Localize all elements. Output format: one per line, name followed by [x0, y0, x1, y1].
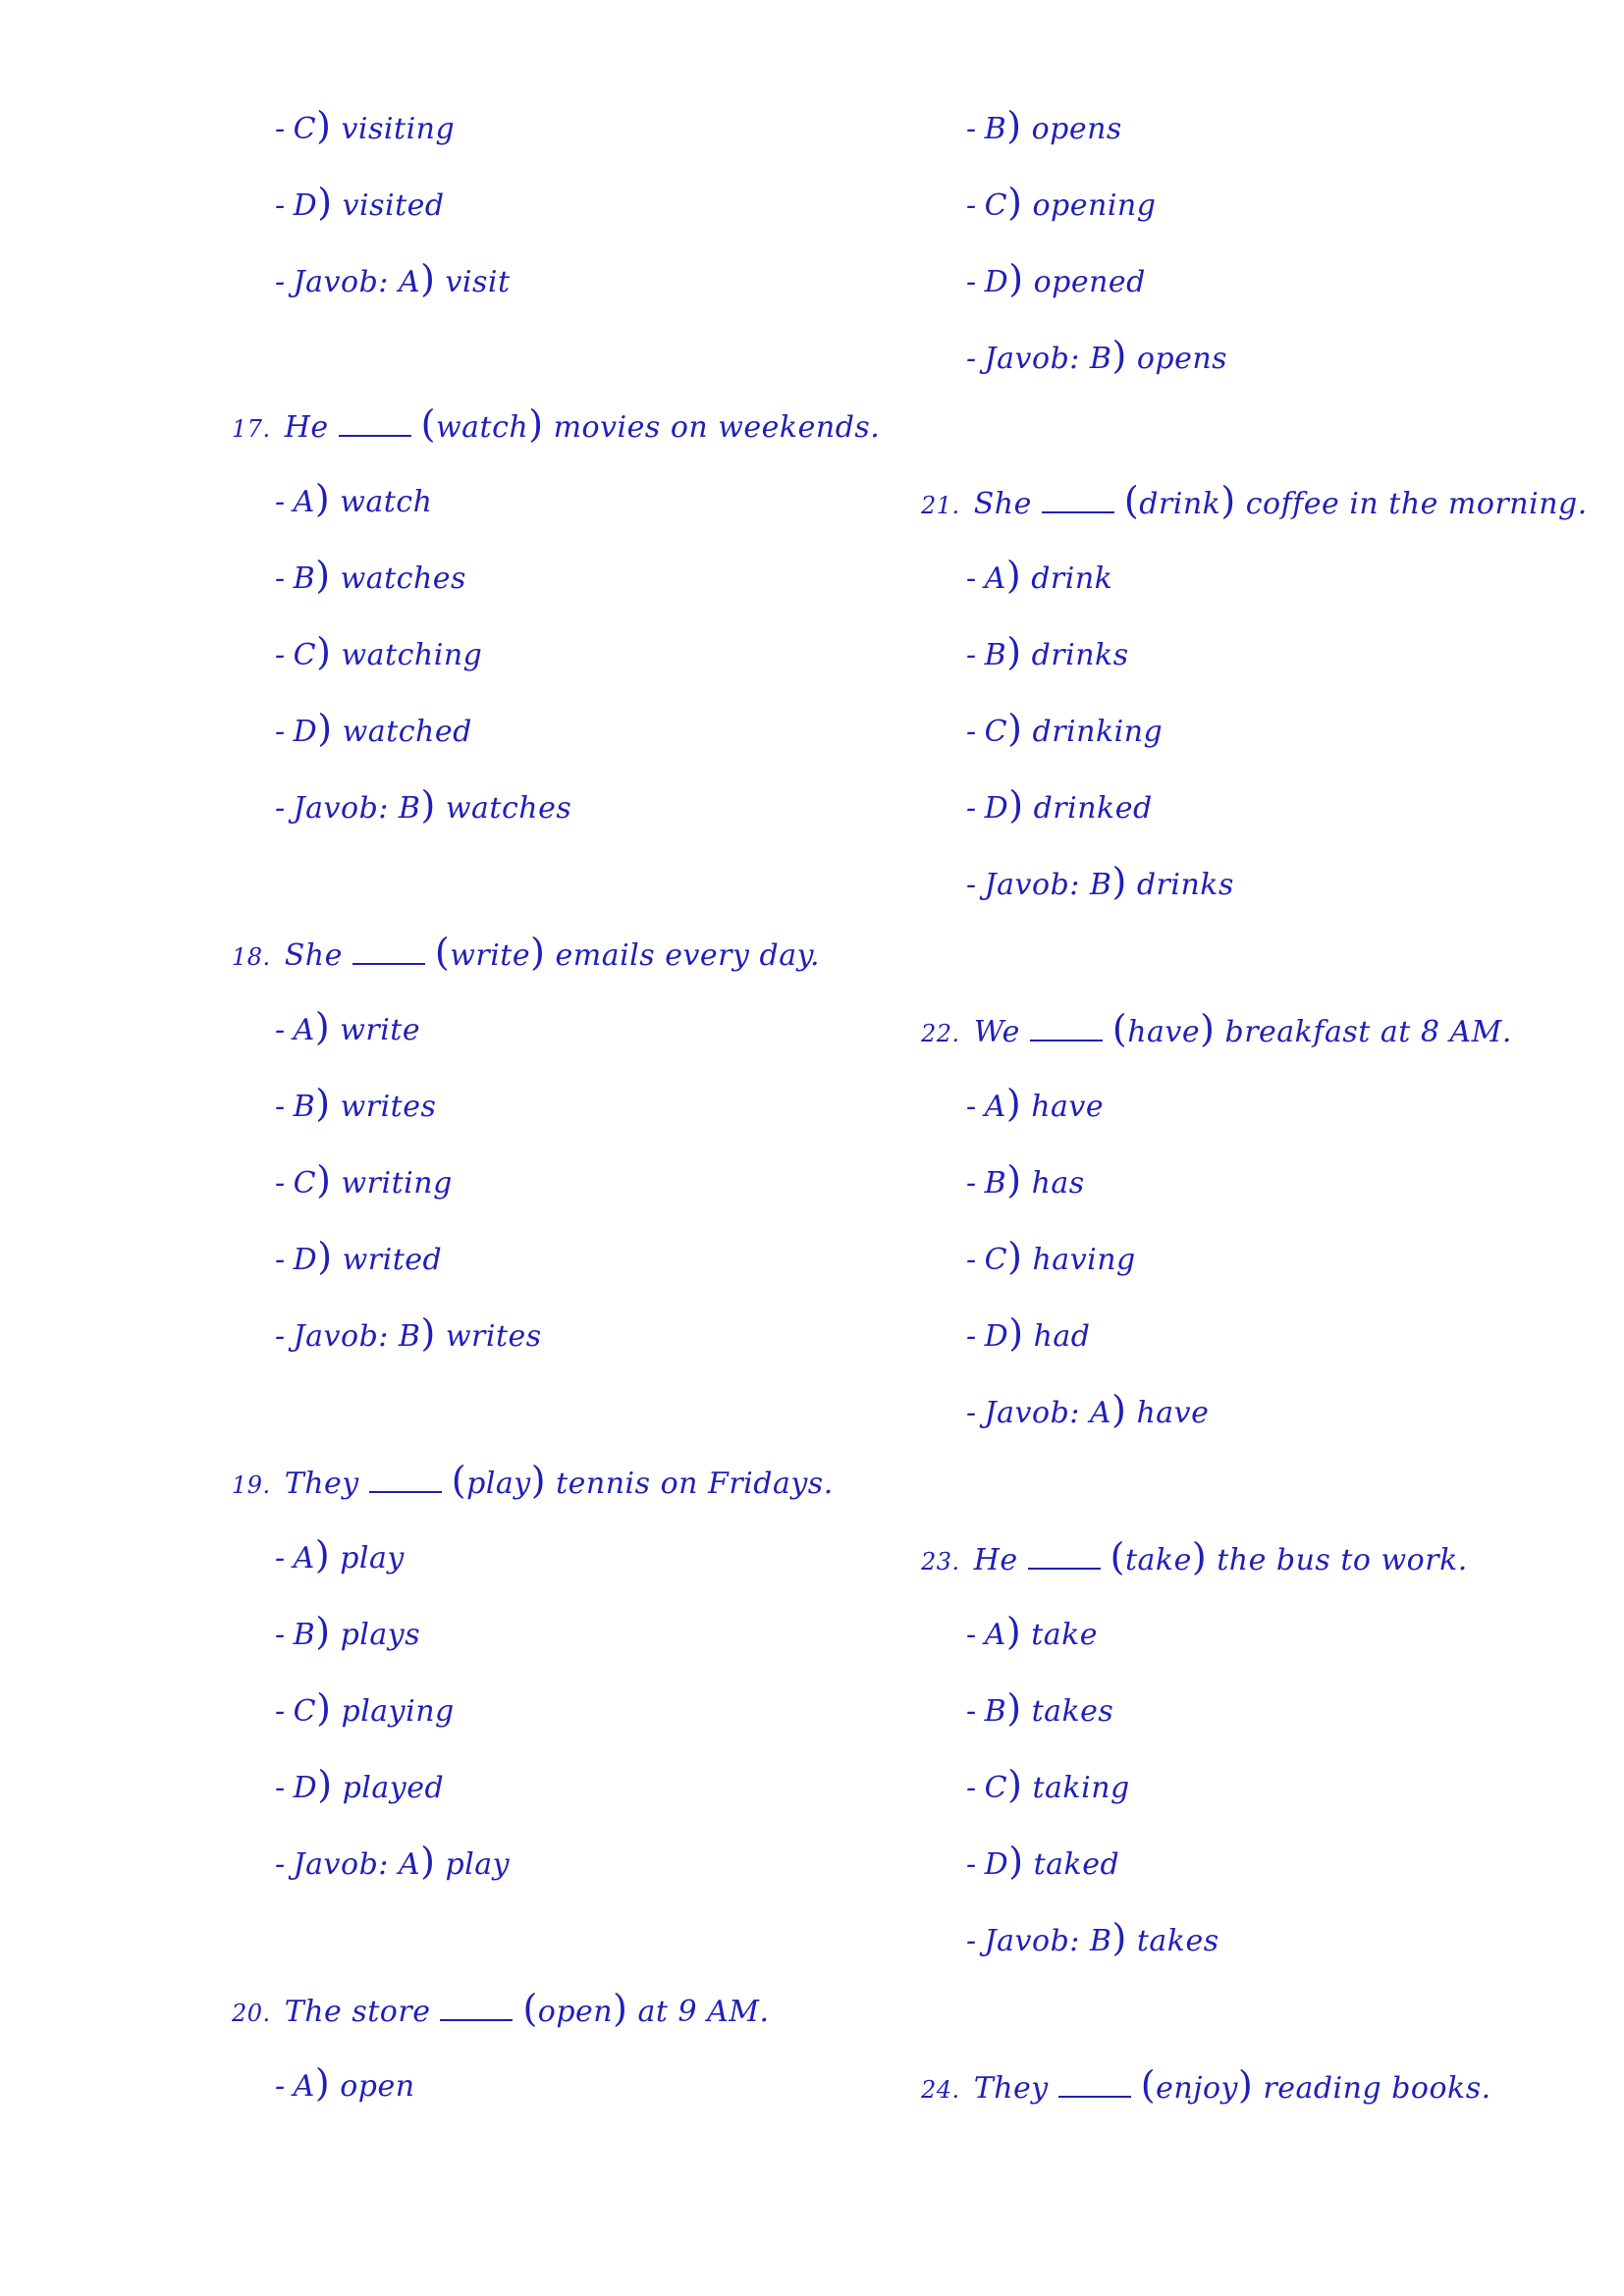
option-text: opens [1031, 112, 1122, 146]
option-line: - A) take [966, 1610, 1099, 1653]
answer-line: - Javob: B) watches [275, 783, 572, 827]
option-text: writes [340, 1090, 437, 1124]
question-verb: play [466, 1467, 531, 1501]
answer-text: takes [1136, 1924, 1219, 1958]
question-rest: coffee in the morning. [1245, 487, 1588, 521]
answer-line: - Javob: A) play [275, 1840, 511, 1883]
option-text: taking [1032, 1771, 1130, 1805]
answer-blank [1058, 2074, 1131, 2098]
option-letter: A [293, 485, 315, 519]
answer-text: watches [445, 791, 572, 826]
answer-prefix: Javob: [984, 868, 1080, 902]
question-number: 20. [232, 2000, 271, 2027]
question-subject: She [973, 487, 1032, 521]
option-letter: A [293, 1013, 315, 1047]
answer-line: - Javob: A) visit [275, 257, 511, 300]
option-letter: C [984, 1771, 1008, 1805]
question-subject: He [284, 410, 329, 445]
option-letter: B [984, 638, 1007, 672]
option-line: - A) watch [275, 477, 433, 520]
question-verb: enjoy [1156, 2071, 1238, 2106]
option-text: watched [342, 715, 472, 749]
question-verb: open [537, 1995, 614, 2029]
option-text: visited [342, 188, 445, 223]
option-text: has [1031, 1166, 1085, 1201]
option-text: watching [341, 638, 483, 672]
option-letter: B [293, 1090, 316, 1124]
answer-text: drinks [1136, 868, 1234, 902]
option-text: writing [341, 1166, 453, 1201]
question-verb: take [1124, 1543, 1192, 1577]
option-text: watches [340, 561, 466, 596]
answer-blank [1028, 1546, 1101, 1570]
question-number: 21. [921, 492, 960, 519]
option-letter: C [293, 1166, 317, 1201]
option-line: - B) has [966, 1158, 1085, 1201]
answer-prefix: Javob: [293, 791, 389, 826]
question-20: 20. The store (open) at 9 AM. [232, 1987, 770, 2030]
answer-blank [1030, 1018, 1103, 1041]
option-line: - C) taking [966, 1763, 1130, 1806]
option-text: drinks [1031, 638, 1129, 672]
option-letter: D [984, 265, 1009, 299]
question-rest: the bus to work. [1217, 1543, 1468, 1577]
option-text: opening [1032, 188, 1157, 223]
option-letter: A [984, 1618, 1006, 1652]
answer-blank [1042, 490, 1114, 513]
option-line: - A) have [966, 1082, 1105, 1125]
option-line: - C) visiting [275, 104, 456, 147]
answer-blank [339, 413, 411, 437]
answer-letter: B [1089, 1924, 1112, 1958]
question-verb: watch [435, 410, 529, 445]
option-line: - D) watched [275, 707, 472, 750]
question-number: 17. [232, 415, 271, 443]
question-rest: at 9 AM. [637, 1995, 770, 2029]
option-text: drink [1031, 561, 1113, 596]
option-letter: B [984, 1166, 1007, 1201]
answer-text: opens [1136, 342, 1228, 376]
option-text: writed [342, 1243, 443, 1277]
question-rest: reading books. [1263, 2071, 1491, 2106]
answer-prefix: Javob: [984, 1396, 1080, 1430]
option-line: - B) takes [966, 1686, 1114, 1730]
question-subject: They [973, 2071, 1049, 2106]
option-text: playing [341, 1694, 455, 1729]
question-number: 18. [232, 943, 271, 971]
answer-prefix: Javob: [293, 1847, 389, 1882]
option-letter: B [293, 561, 316, 596]
question-number: 24. [921, 2076, 960, 2104]
option-letter: D [984, 1847, 1009, 1882]
option-text: watch [340, 485, 433, 519]
option-letter: A [984, 561, 1006, 596]
question-verb: write [450, 938, 531, 973]
option-text: having [1032, 1243, 1136, 1277]
option-letter: D [293, 188, 318, 223]
option-line: - C) having [966, 1235, 1136, 1278]
answer-line: - Javob: B) writes [275, 1311, 542, 1355]
option-text: had [1033, 1319, 1091, 1354]
option-line: - B) plays [275, 1610, 421, 1653]
option-letter: A [293, 2069, 315, 2104]
option-text: open [340, 2069, 415, 2104]
answer-letter: A [398, 1847, 421, 1882]
answer-text: have [1136, 1396, 1210, 1430]
option-letter: B [984, 112, 1007, 146]
question-subject: The store [284, 1995, 431, 2029]
option-line: - C) playing [275, 1686, 455, 1730]
option-letter: D [293, 715, 318, 749]
option-line: - B) writes [275, 1082, 437, 1125]
option-line: - D) writed [275, 1235, 443, 1278]
question-subject: They [284, 1467, 359, 1501]
question-rest: movies on weekends. [553, 410, 881, 445]
option-text: drinked [1033, 791, 1153, 826]
question-18: 18. She (write) emails every day. [232, 931, 821, 974]
option-letter: A [984, 1090, 1006, 1124]
option-line: - B) drinks [966, 630, 1129, 673]
question-23: 23. He (take) the bus to work. [921, 1535, 1468, 1578]
question-number: 19. [232, 1471, 271, 1499]
answer-letter: B [1089, 868, 1112, 902]
option-line: - A) drink [966, 554, 1113, 597]
option-letter: C [984, 188, 1008, 223]
option-text: have [1031, 1090, 1105, 1124]
question-subject: We [973, 1015, 1020, 1049]
question-rest: emails every day. [555, 938, 821, 973]
question-number: 23. [921, 1548, 960, 1575]
answer-blank [352, 941, 425, 965]
question-verb: have [1127, 1015, 1201, 1049]
question-24: 24. They (enjoy) reading books. [921, 2063, 1491, 2107]
option-letter: C [984, 1243, 1008, 1277]
option-letter: D [984, 791, 1009, 826]
option-text: taked [1033, 1847, 1120, 1882]
answer-prefix: Javob: [984, 342, 1080, 376]
option-line: - D) had [966, 1311, 1091, 1355]
question-rest: tennis on Fridays. [556, 1467, 834, 1501]
answer-blank [369, 1469, 442, 1493]
option-letter: C [293, 1694, 317, 1729]
option-text: takes [1031, 1694, 1114, 1729]
question-17: 17. He (watch) movies on weekends. [232, 402, 881, 446]
answer-blank [440, 1998, 513, 2021]
answer-letter: B [398, 791, 421, 826]
option-text: play [340, 1541, 405, 1575]
option-line: - D) opened [966, 257, 1146, 300]
option-line: - C) drinking [966, 707, 1164, 750]
option-line: - C) watching [275, 630, 483, 673]
option-line: - C) opening [966, 181, 1157, 224]
option-letter: B [984, 1694, 1007, 1729]
option-letter: D [293, 1771, 318, 1805]
answer-prefix: Javob: [293, 1319, 389, 1354]
question-verb: drink [1139, 487, 1221, 521]
question-19: 19. They (play) tennis on Fridays. [232, 1459, 834, 1502]
option-text: opened [1033, 265, 1146, 299]
option-letter: B [293, 1618, 316, 1652]
option-line: - D) played [275, 1763, 445, 1806]
option-line: - D) taked [966, 1840, 1120, 1883]
option-text: write [340, 1013, 421, 1047]
question-22: 22. We (have) breakfast at 8 AM. [921, 1007, 1512, 1050]
option-line: - C) writing [275, 1158, 453, 1201]
option-line: - D) drinked [966, 783, 1153, 827]
answer-letter: A [1089, 1396, 1112, 1430]
question-subject: She [284, 938, 343, 973]
answer-letter: B [1089, 342, 1112, 376]
option-text: take [1031, 1618, 1099, 1652]
answer-line: - Javob: B) drinks [966, 860, 1234, 903]
option-line: - B) watches [275, 554, 466, 597]
option-text: drinking [1032, 715, 1164, 749]
option-letter: D [293, 1243, 318, 1277]
option-letter: C [984, 715, 1008, 749]
question-rest: breakfast at 8 AM. [1224, 1015, 1512, 1049]
option-letter: C [293, 112, 317, 146]
option-line: - A) play [275, 1533, 405, 1576]
answer-prefix: Javob: [293, 265, 389, 299]
answer-line: - Javob: A) have [966, 1388, 1210, 1431]
answer-letter: B [398, 1319, 421, 1354]
option-line: - B) opens [966, 104, 1122, 147]
option-line: - A) write [275, 1005, 421, 1048]
option-text: plays [340, 1618, 421, 1652]
option-line: - A) open [275, 2061, 415, 2105]
answer-text: play [445, 1847, 511, 1882]
question-21: 21. She (drink) coffee in the morning. [921, 479, 1588, 522]
answer-text: visit [445, 265, 511, 299]
answer-line: - Javob: B) opens [966, 334, 1228, 377]
option-line: - D) visited [275, 181, 445, 224]
option-letter: A [293, 1541, 315, 1575]
question-number: 22. [921, 1020, 960, 1047]
answer-text: writes [445, 1319, 542, 1354]
answer-letter: A [398, 265, 421, 299]
option-text: visiting [341, 112, 456, 146]
option-text: played [342, 1771, 445, 1805]
option-letter: D [984, 1319, 1009, 1354]
question-subject: He [973, 1543, 1018, 1577]
answer-prefix: Javob: [984, 1924, 1080, 1958]
option-letter: C [293, 638, 317, 672]
answer-line: - Javob: B) takes [966, 1916, 1219, 1959]
